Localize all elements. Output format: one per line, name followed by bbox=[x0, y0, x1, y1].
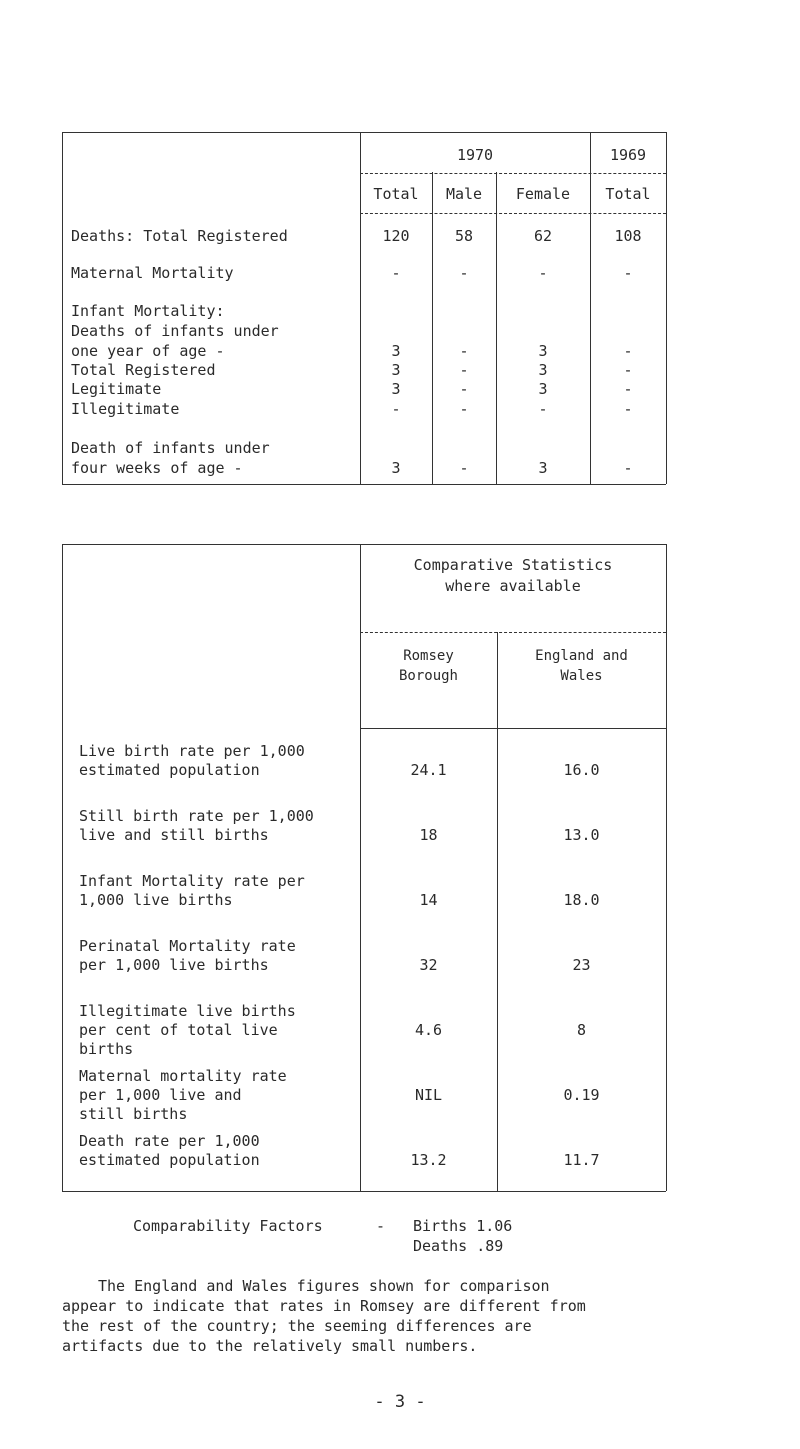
row-label-infants-four-weeks: Death of infants under bbox=[71, 439, 270, 457]
comparative-heading-line2: where available bbox=[445, 577, 581, 595]
england-value: 0.19 bbox=[563, 1086, 600, 1104]
row-label-deaths-total: Deaths: Total Registered bbox=[71, 227, 288, 245]
cell-value: - bbox=[623, 342, 633, 360]
table1-right-border bbox=[666, 132, 667, 484]
cell-value: - bbox=[623, 380, 633, 398]
col-header-england-wales-line2: Wales bbox=[560, 668, 603, 684]
table2-bottom-border bbox=[62, 1191, 666, 1192]
table1-subheader-divider bbox=[360, 213, 666, 214]
cell-value: - bbox=[459, 264, 469, 282]
england-value: 16.0 bbox=[563, 761, 600, 779]
england-value: 23 bbox=[572, 956, 591, 974]
stat-label: Death rate per 1,000 bbox=[79, 1132, 260, 1150]
cell-value: 3 bbox=[391, 380, 401, 398]
year-1970-header: 1970 bbox=[456, 146, 494, 164]
births-factor: Births 1.06 bbox=[413, 1217, 513, 1235]
note-line-4: artifacts due to the relatively small numbers. bbox=[62, 1337, 478, 1355]
cell-value: - bbox=[623, 459, 633, 477]
row-label-infant-mortality-line3: one year of age - bbox=[71, 342, 225, 360]
table2-left-border bbox=[62, 544, 63, 1191]
cell-value: 3 bbox=[538, 361, 548, 379]
stat-label: Illegitimate live births bbox=[79, 1002, 296, 1020]
table1-bottom-border bbox=[62, 484, 666, 485]
stat-label: Infant Mortality rate per bbox=[79, 872, 305, 890]
stat-label-line2: per cent of total live bbox=[79, 1021, 278, 1039]
cell-value: - bbox=[459, 361, 469, 379]
table1-top-border bbox=[62, 132, 666, 133]
col-header-total: Total bbox=[373, 185, 419, 203]
table2-col-sep-2 bbox=[497, 632, 498, 1191]
england-value: 18.0 bbox=[563, 891, 600, 909]
row-label-infant-mortality-line2: Deaths of infants under bbox=[71, 322, 279, 340]
cell-value: - bbox=[538, 264, 548, 282]
england-value: 11.7 bbox=[563, 1151, 600, 1169]
row-label-illegitimate: Illegitimate bbox=[71, 400, 180, 418]
row-label-infant-mortality: Infant Mortality: bbox=[71, 302, 225, 320]
comparability-factors-label: Comparability Factors bbox=[133, 1217, 323, 1235]
cell-value: - bbox=[459, 459, 469, 477]
stat-label: Live birth rate per 1,000 bbox=[79, 742, 305, 760]
stat-label-line2: estimated population bbox=[79, 761, 260, 779]
cell-value: 62 bbox=[533, 227, 553, 245]
year-1969-header: 1969 bbox=[609, 146, 647, 164]
romsey-value: NIL bbox=[414, 1086, 443, 1104]
row-label-infants-four-weeks-line2: four weeks of age - bbox=[71, 459, 243, 477]
cell-value: 120 bbox=[382, 227, 410, 245]
stat-label-line3: births bbox=[79, 1040, 134, 1058]
cell-value: 3 bbox=[538, 459, 548, 477]
table1-year-divider bbox=[360, 173, 666, 174]
row-label-total-registered: Total Registered bbox=[71, 361, 216, 379]
romsey-value: 32 bbox=[419, 956, 438, 974]
note-line-3: the rest of the country; the seeming differences are bbox=[62, 1317, 532, 1335]
cell-value: 3 bbox=[538, 342, 548, 360]
stat-label-line2: live and still births bbox=[79, 826, 269, 844]
col-header-female: Female bbox=[515, 185, 571, 203]
table2-right-border bbox=[666, 544, 667, 1191]
stat-label: Maternal mortality rate bbox=[79, 1067, 287, 1085]
cell-value: 3 bbox=[538, 380, 548, 398]
cell-value: - bbox=[623, 400, 633, 418]
cell-value: - bbox=[459, 400, 469, 418]
england-value: 8 bbox=[576, 1021, 587, 1039]
romsey-value: 24.1 bbox=[410, 761, 447, 779]
col-header-total-1969: Total bbox=[605, 185, 651, 203]
stat-label-line2: 1,000 live births bbox=[79, 891, 233, 909]
page-number: - 3 - bbox=[374, 1392, 426, 1412]
col-header-england-wales: England and bbox=[535, 648, 628, 664]
col-header-romsey: Romsey bbox=[403, 648, 454, 664]
comparative-heading: Comparative Statistics bbox=[413, 556, 613, 574]
row-label-legitimate: Legitimate bbox=[71, 380, 162, 398]
cell-value: - bbox=[459, 342, 469, 360]
deaths-factor: Deaths .89 bbox=[413, 1237, 504, 1255]
row-label-maternal-mortality: Maternal Mortality bbox=[71, 264, 234, 282]
cell-value: - bbox=[623, 264, 633, 282]
romsey-value: 13.2 bbox=[410, 1151, 447, 1169]
stat-label: Still birth rate per 1,000 bbox=[79, 807, 314, 825]
table1-col-sep-2 bbox=[432, 172, 433, 484]
note-line-2: appear to indicate that rates in Romsey are different from bbox=[62, 1297, 586, 1315]
cell-value: - bbox=[391, 400, 401, 418]
col-header-male: Male bbox=[445, 185, 483, 203]
cell-value: 58 bbox=[454, 227, 474, 245]
table2-heading-divider bbox=[360, 632, 666, 633]
col-header-romsey-line2: Borough bbox=[398, 668, 458, 684]
stat-label-line2: per 1,000 live births bbox=[79, 956, 269, 974]
cell-value: - bbox=[538, 400, 548, 418]
stat-label-line2: estimated population bbox=[79, 1151, 260, 1169]
cell-value: - bbox=[623, 361, 633, 379]
stat-label-line3: still births bbox=[79, 1105, 188, 1123]
romsey-value: 14 bbox=[419, 891, 438, 909]
stat-label-line2: per 1,000 live and bbox=[79, 1086, 242, 1104]
england-value: 13.0 bbox=[563, 826, 600, 844]
cell-value: - bbox=[391, 264, 401, 282]
table1-col-sep-3 bbox=[496, 172, 497, 484]
table1-left-border bbox=[62, 132, 63, 484]
table2-top-border bbox=[62, 544, 666, 545]
table2-subheader-divider bbox=[360, 728, 666, 729]
cell-value: 108 bbox=[614, 227, 642, 245]
cell-value: 3 bbox=[391, 459, 401, 477]
comparability-dash: - bbox=[376, 1217, 386, 1235]
note-line-1: The England and Wales figures shown for comparison bbox=[98, 1277, 550, 1295]
romsey-value: 4.6 bbox=[414, 1021, 443, 1039]
romsey-value: 18 bbox=[419, 826, 438, 844]
cell-value: 3 bbox=[391, 342, 401, 360]
cell-value: 3 bbox=[391, 361, 401, 379]
stat-label: Perinatal Mortality rate bbox=[79, 937, 296, 955]
cell-value: - bbox=[459, 380, 469, 398]
